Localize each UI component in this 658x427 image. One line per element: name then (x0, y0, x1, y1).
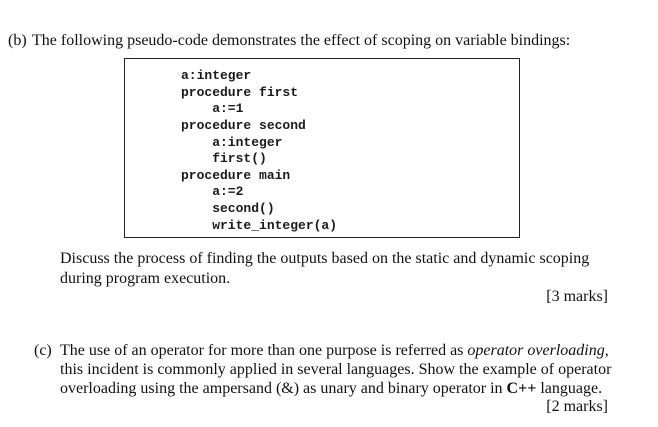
part-c-line1 (60, 342, 609, 360)
part-c-line2: this incident is commonly applied in several languages. Show the example of operator (60, 361, 612, 378)
part-c-label: (c) (34, 342, 52, 359)
part-c-line3-end: language. (536, 380, 603, 397)
code-line: procedure second (181, 118, 306, 133)
code-line: first() (181, 151, 267, 166)
part-c-line3-text: overloading using the ampersand (&) as unary and binary operator in (60, 380, 507, 397)
part-c-marks: [2 marks] (546, 398, 608, 415)
part-b-discussion-line2: during program execution. (60, 270, 231, 287)
code-line: procedure main (181, 168, 291, 183)
pseudo-code-box (124, 58, 520, 238)
part-c-line1-end: , (604, 342, 609, 359)
code-line: second() (181, 201, 275, 216)
code-line: a:=1 (181, 101, 244, 116)
code-line: a:integer (181, 68, 252, 83)
operator-overloading-term: operator overloading (467, 342, 605, 359)
code-line: a:integer (181, 135, 283, 150)
part-c-line1-text: The use of an operator for more than one purpose is referred as (60, 342, 468, 359)
code-line: a:=2 (181, 184, 244, 199)
part-b-intro: The following pseudo-code demonstrates the effect of scoping on variable bindings: (32, 32, 571, 49)
part-c-line3 (60, 380, 602, 398)
code-line: procedure first (181, 85, 299, 100)
part-b-discussion-line1: Discuss the process of finding the outputs based on the static and dynamic scoping (60, 250, 590, 267)
part-b-marks: [3 marks] (546, 288, 608, 305)
cpp-language-term: C++ (506, 380, 537, 397)
code-line: write_integer(a) (181, 218, 338, 233)
part-b-label: (b) (8, 32, 27, 49)
